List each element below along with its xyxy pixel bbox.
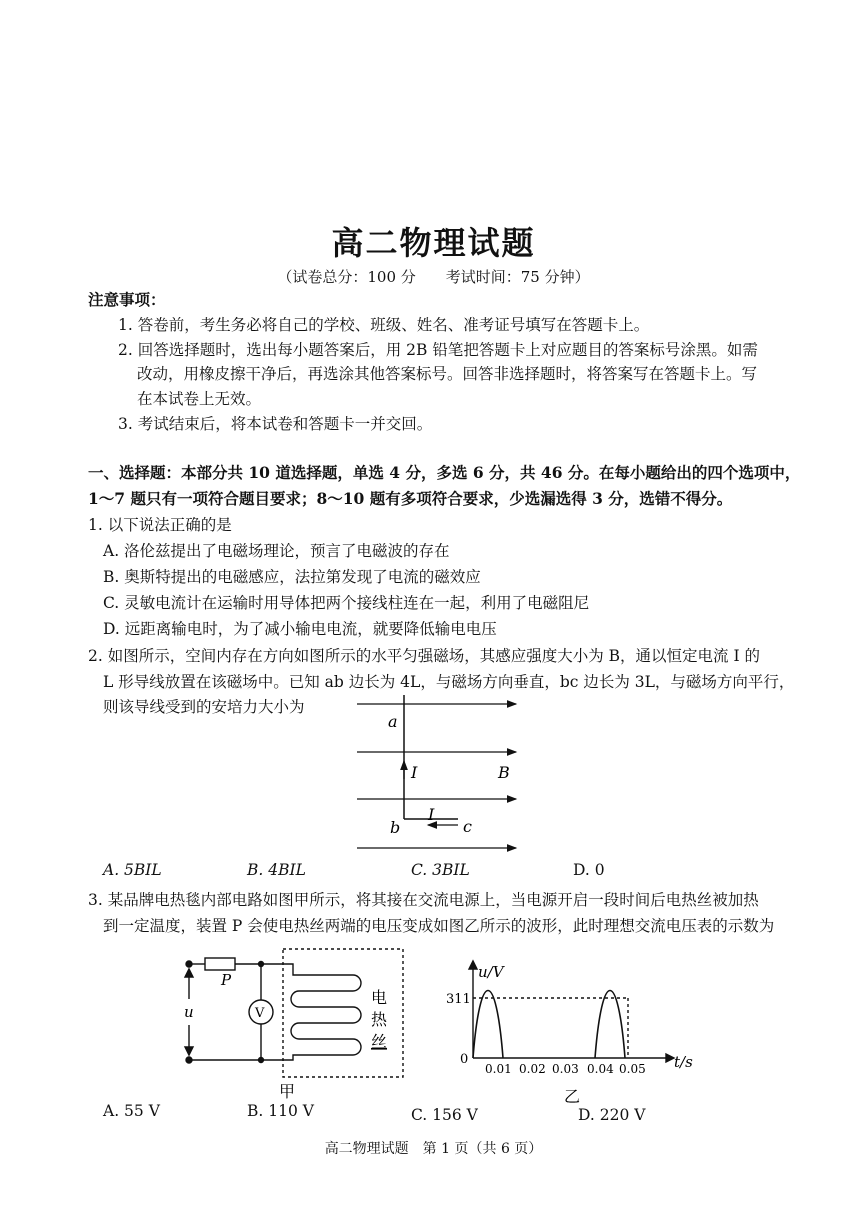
graph-caption: 乙 xyxy=(564,1087,581,1106)
graph-xtick-4: 0.04 xyxy=(587,1062,614,1076)
graph-ytick-311: 311 xyxy=(446,992,471,1007)
q3-option-c: C. 156 V xyxy=(411,1106,478,1124)
heater-label-3: 丝 xyxy=(371,1032,388,1051)
q3-option-a: A. 55 V xyxy=(103,1102,160,1120)
q1-option-d: D. 远距离输电时，为了减小输电电流，就要降低输电电压 xyxy=(103,620,497,638)
q3-stem-2: 到一定温度，装置 P 会使电热丝两端的电压变成如图乙所示的波形，此时理想交流电压表的示数为 xyxy=(103,917,775,935)
q2-stem-1: 2. 如图所示，空间内存在方向如图所示的水平匀强磁场，其感应强度大小为 B，通以恒定电流 I 的 xyxy=(88,647,761,665)
note-3: 3. 考试结束后，将本试卷和答题卡一并交回。 xyxy=(118,415,433,433)
q1-option-c: C. 灵敏电流计在运输时用导体把两个接线柱连在一起，利用了电磁阻尼 xyxy=(103,594,590,612)
device-P xyxy=(205,958,235,970)
heater-coil xyxy=(283,964,361,1060)
half-wave-2 xyxy=(595,991,625,1059)
page-footer: 高二物理试题 第 1 页（共 6 页） xyxy=(324,1141,543,1157)
label-a: a xyxy=(388,712,398,731)
graph-xtick-5: 0.05 xyxy=(619,1062,646,1076)
terminal-bottom xyxy=(186,1057,192,1063)
half-wave-1 xyxy=(473,991,503,1059)
heater-label-1: 电 xyxy=(371,988,388,1007)
q2-stem-2: L 形导线放置在该磁场中。已知 ab 边长为 4L，与磁场方向垂直，bc 边长为 3L，与磁场方向平行， xyxy=(103,673,795,691)
exam-subtitle: （试卷总分：100 分 考试时间：75 分钟） xyxy=(277,268,590,286)
q3-option-b: B. 110 V xyxy=(247,1102,314,1120)
q1-option-b: B. 奥斯特提出的电磁感应，法拉第发现了电流的磁效应 xyxy=(103,568,481,586)
q2-option-b: B. 4BIL xyxy=(247,861,306,879)
q2-option-c: C. 3BIL xyxy=(411,861,470,879)
q1-stem: 1. 以下说法正确的是 xyxy=(88,516,232,534)
label-I-vertical: I xyxy=(411,763,418,782)
note-2: 2. 回答选择题时，选出每小题答案后，用 2B 铅笔把答题卡上对应题目的答案标号涂黑。如需 xyxy=(118,341,758,359)
graph-xtick-1: 0.01 xyxy=(485,1062,512,1076)
q3-stem-1: 3. 某品牌电热毯内部电路如图甲所示，将其接在交流电源上，当电源开启一段时间后电热丝被加热 xyxy=(88,891,759,909)
circuit-caption: 甲 xyxy=(279,1082,296,1101)
graph-xtick-2: 0.02 xyxy=(519,1062,546,1076)
exam-title: 高二物理试题 xyxy=(331,224,536,262)
heater-label-2: 热 xyxy=(371,1010,388,1029)
q1-option-a: A. 洛伦兹提出了电磁场理论，预言了电磁波的存在 xyxy=(103,542,450,560)
q3-option-d: D. 220 V xyxy=(578,1106,646,1124)
q2-option-a: A. 5BIL xyxy=(103,861,162,879)
graph-origin: 0 xyxy=(460,1052,469,1067)
label-B: B xyxy=(498,763,510,782)
section1-line2: 1～7 题只有一项符合题目要求；8～10 题有多项符合要求，少选漏选得 3 分，选错不得分。 xyxy=(88,489,733,508)
note-2-cont2: 在本试卷上无效。 xyxy=(137,390,262,408)
note-2-cont: 改动，用橡皮擦干净后，再选涂其他答案标号。回答非选择题时，将答案写在答题卡上。写 xyxy=(137,365,758,383)
q3-circuit-figure xyxy=(175,945,410,1103)
label-I-horizontal: I xyxy=(428,805,435,824)
graph-ylabel: u/V xyxy=(478,963,504,981)
label-c: c xyxy=(463,817,472,836)
section1-line1: 一、选择题：本部分共 10 道选择题，单选 4 分，多选 6 分，共 46 分。在每小题给出的四个选项中， xyxy=(88,463,801,482)
label-V: V xyxy=(255,1006,265,1021)
q2-option-d: D. 0 xyxy=(573,861,605,879)
terminal-top xyxy=(186,961,192,967)
label-P: P xyxy=(221,971,232,989)
q2-magnetic-field-figure xyxy=(340,695,530,857)
label-u: u xyxy=(184,1003,194,1021)
notes-heading: 注意事项： xyxy=(88,290,166,309)
label-b: b xyxy=(390,818,401,837)
graph-xlabel: t/s xyxy=(674,1053,693,1071)
note-1: 1. 答卷前，考生务必将自己的学校、班级、姓名、准考证号填写在答题卡上。 xyxy=(118,316,650,334)
q2-stem-3: 则该导线受到的安培力大小为 xyxy=(103,698,305,716)
q3-waveform-graph xyxy=(440,955,700,1107)
graph-xtick-3: 0.03 xyxy=(552,1062,579,1076)
